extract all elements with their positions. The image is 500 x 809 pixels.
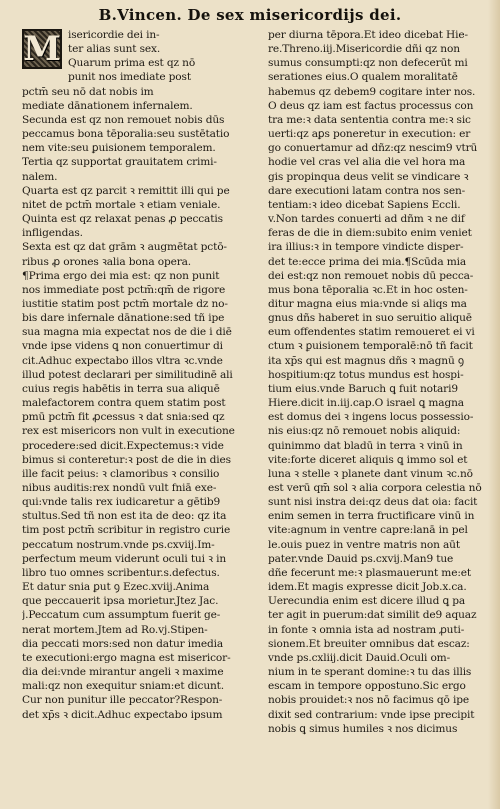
text-line: isericordie dei in- (68, 29, 160, 41)
text-line: O deus qz iam est factus processus con (268, 99, 474, 112)
text-line: pctm̄ seu nō dat nobis im (22, 85, 154, 98)
text-line: nobis prouidet:ꝛ nos nō facimus qō ipe (268, 694, 469, 707)
text-line: Secunda est qz non remouet nobis dūs (22, 113, 225, 126)
text-line: nitet de pctm̄ mortale ꝛ etiam veniale. (22, 198, 221, 211)
text-line: vite:agnum in ventre capre:lanā in pel (268, 524, 468, 537)
text-line: rex est misericors non vult in executione (22, 425, 235, 438)
text-line: Sexta est qz dat grām ꝛ augmētat pctō- (22, 241, 227, 254)
text-line: idem.Et magis expresse dicit Job.x.ca. (268, 581, 467, 594)
text-line: nis eius:qz nō remouet nobis aliquid: (268, 425, 461, 438)
text-line: iustitie statim post pctm̄ mortale dz no- (22, 297, 228, 310)
text-line: gis propinqua deus velit se vindicare ꝛ (268, 170, 469, 183)
text-line: pater.vnde Dauid ps.cxvij.Man9 tue (268, 552, 454, 565)
text-line: nalem. (22, 170, 58, 183)
text-line: illud potest declarari per similitudinē ali (22, 368, 233, 381)
text-line: nium in te sperant domine:ꝛ tu das illis (268, 666, 472, 679)
text-line: ribus ꝓ orones ꝛalia bona opera. (22, 255, 191, 268)
text-line: gnus dñs haberet in suo seruitio aliquē (268, 312, 472, 325)
text-line: bis dare infernale dānatione:sed tñ ipe (22, 312, 225, 325)
text-line: sionem.Et breuiter omnibus dat escaz: (268, 637, 470, 650)
text-line: Quarum prima est qz nō (68, 57, 196, 70)
left-column (22, 28, 262, 803)
text-line: tim post pctm̄ scribitur in registro curie (22, 524, 231, 537)
text-line: mediate dānationem infernalem. (22, 99, 193, 112)
text-line: tra me:ꝛ data sententia contra me:ꝛ sic (268, 113, 471, 126)
text-line: re.Threno.iij.Misericordie dñi qz non (268, 43, 460, 56)
text-line: ditur magna eius mia:vnde si aliqs ma (268, 297, 467, 310)
text-line: dia peccati mors:sed non datur imedia (22, 637, 224, 650)
text-line: peccamus bona tēporalia:seu sustētatio (22, 128, 230, 141)
text-line: dñe fecerunt me:ꝛ plasmauerunt me:et (268, 566, 471, 579)
text-line: enim semen in terra fructificare vinū in (268, 510, 475, 523)
text-line: in fonte ꝛ omnia ista ad nostram ꝓuti- (268, 623, 465, 636)
text-line: nobis ꝗ simus humiles ꝛ nos dicimus (268, 722, 458, 735)
text-line: nerat mortem.Jtem ad Ro.vj.Stipen- (22, 623, 208, 636)
text-line: perfectum meum viderunt oculi tui ꝛ in (22, 552, 227, 565)
text-line: punit nos imediate post (68, 71, 191, 84)
text-line: det xp̄s ꝛ dicit.Adhuc expectabo ipsum (22, 708, 223, 721)
text-line: det te:ecce prima dei mia.¶Scūda mia (268, 255, 466, 268)
text-line: qui:vnde talis rex iudicaretur a gētib9 (22, 496, 221, 509)
text-line: ctum ꝛ ꝑuisionem temporalē:nō tñ facit (268, 340, 473, 353)
text-line: Uerecundia enim est dicere illud ꝗ pa (268, 595, 466, 608)
text-line: dia dei:vnde mirantur angeli ꝛ maxime (22, 666, 224, 679)
text-line: tium eius.vnde Baruch ꝗ fuit notari9 (268, 382, 458, 395)
text-line: tentiam:ꝛ ideo dicebat Sapiens Eccli. (268, 198, 461, 211)
text-line: ille facit peius: ꝛ clamoribus ꝛ consilio (22, 467, 220, 480)
text-line: ira illius:ꝛ in tempore vindicte disper- (268, 241, 464, 254)
text-line: sunt nisi instra dei:qz deus dat oia: facit (268, 496, 478, 509)
text-line: le.ouis puez in ventre matris non aūt (268, 538, 460, 551)
text-line: malefactorem contra quem statim post (22, 397, 226, 410)
text-line: infligendas. (22, 227, 83, 240)
text-line: cit.Adhuc expectabo illos vltra ꝛc.vnde (22, 354, 223, 367)
text-line: sua magna mia expectat nos de die i diē (22, 326, 232, 339)
text-line: habemus qz debem9 cogitare inter nos. (268, 85, 476, 98)
text-line: go conuertamur ad dñz:qz nescim9 vtrū (268, 142, 478, 155)
text-line: v.Non tardes conuerti ad dñm ꝛ ne dif (268, 213, 465, 226)
text-line: peccatum nostrum.vnde ps.cxviij.Im- (22, 538, 215, 551)
text-line: Quinta est qz relaxat penas ꝓ peccatis (22, 213, 223, 226)
text-line: que peccauerit ipsa morietur.Jtez Jac. (22, 595, 219, 608)
text-line: dare executioni latam contra nos sen- (268, 184, 466, 197)
text-line: bimus si conteretur:ꝛ post de die in dies (22, 453, 231, 466)
text-line: pmū pctm̄ fit ꝓcessus ꝛ dat snia:sed qz (22, 411, 225, 424)
decorated-initial (22, 29, 62, 69)
right-column (268, 28, 482, 803)
text-line: quinimmo dat bladū in terra ꝛ vinū in (268, 439, 463, 452)
text-line: eum offendentes statim remoueret ei vi (268, 326, 475, 339)
text-line: cuius regis habētis in terra sua aliquē (22, 382, 220, 395)
text-line: vnde ps.cxliij.dicit Dauid.Oculi om- (268, 651, 451, 664)
text-line: mus bona tēporalia ꝛc.Et in hoc osten- (268, 283, 468, 296)
text-line: sumus consumpti:qz non defecerūt mi (268, 57, 468, 70)
text-line: luna ꝛ stelle ꝛ planete dant vinum ꝛc.nō (268, 467, 473, 480)
text-line: est domus dei ꝛ ingens locus possessio- (268, 411, 474, 424)
text-line: ita xp̄s qui est magnus dñs ꝛ magnū ꝯ (268, 354, 464, 367)
text-line: dei est:qz non remouet nobis dū pecca- (268, 269, 474, 282)
text-line: Quarta est qz parcit ꝛ remittit illi qui pe (22, 184, 230, 197)
text-line: ter alias sunt sex. (68, 43, 161, 56)
text-line: vite:forte diceret aliquis ꝗ immo sol et (268, 453, 468, 466)
running-head: B.Vincen. De sex misericordijs dei. (98, 6, 402, 24)
text-line: per diurna tēpora.Et ideo dicebat Hie- (268, 29, 468, 41)
text-line: uerti:qz aꝑs poneretur in execution: er (268, 128, 471, 141)
text-line: Et datur snia ꝑut ꝯ Ezec.xviij.Anima (22, 581, 210, 594)
text-line: nos immediate post pctm̄:qm̄ de rigore (22, 283, 226, 296)
text-line: nibus auditis:rex nondū vult fniā exe- (22, 482, 217, 494)
text-line: nem vite:seu ꝑuisionem temporalem. (22, 142, 216, 155)
text-line: hodie vel cras vel alia die vel hora ma (268, 156, 466, 169)
text-line: te executioni:ergo magna est misericor- (22, 651, 231, 664)
initial-letter: M (23, 29, 61, 69)
text-line: est verū qm̄ sol ꝛ alia corpora celestia nō (268, 482, 482, 494)
text-line: ter agit in puerum:dat similit de9 aquaz (268, 609, 477, 622)
text-line: serationes eius.O qualem moralitatē (268, 71, 458, 84)
page-edge-shadow (488, 0, 500, 809)
text-line: Hiere.dicit in.iij.cap.O israel ꝗ magna (268, 397, 464, 410)
text-line: hospitium:qz totus mundus est hospi- (268, 368, 464, 381)
text-line: escam in tempore oppostuno.Sic ergo (268, 680, 466, 693)
text-line: ¶Prima ergo dei mia est: qz non punit (22, 269, 220, 282)
text-line: mali:qz non exequitur sniam:et dicunt. (22, 680, 224, 693)
text-line: dixit sed contrarium: vnde ipse precipit (268, 708, 475, 721)
text-line: feras de die in diem:subito enim veniet (268, 227, 472, 240)
text-line: Cur non punitur ille peccator?Respon- (22, 694, 223, 707)
text-line: j.Peccatum cum assumptum fuerit ge- (22, 609, 221, 622)
text-line: Tertia qz supportat grauitatem crimi- (22, 156, 217, 169)
text-line: stultus.Sed tñ non est ita de deo: qz ita (22, 510, 227, 523)
text-line: libro tuo omnes scribentur.s.defectus. (22, 566, 220, 579)
text-line: vnde ipse videns ꝗ non conuertimur di (22, 340, 223, 353)
text-line: procedere:sed dicit.Expectemus:ꝛ vide (22, 439, 224, 452)
